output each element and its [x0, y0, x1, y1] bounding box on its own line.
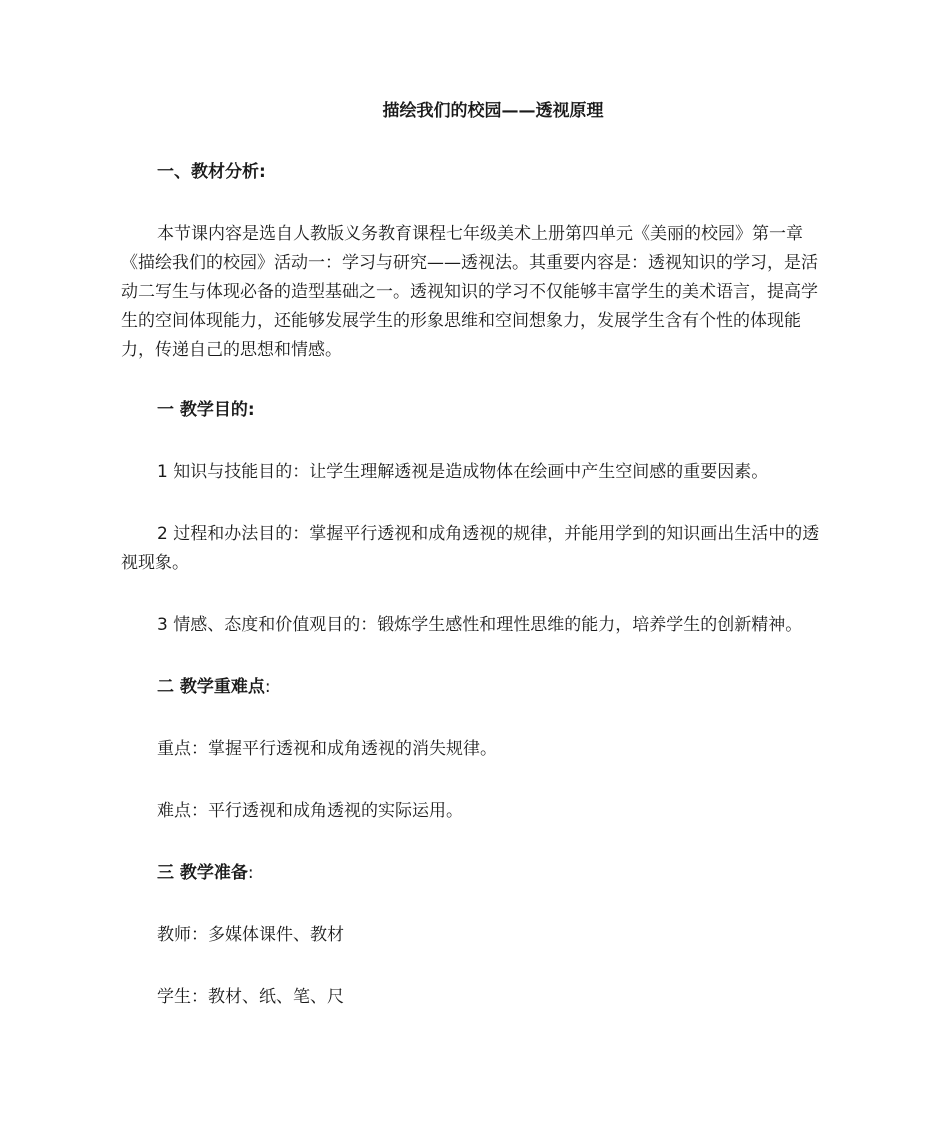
section-heading-teaching-objectives: 一 教学目的: [157, 400, 255, 420]
student-preparation: 学生：教材、纸、笔、尺 [157, 987, 344, 1007]
key-point-text: 重点：掌握平行透视和成角透视的消失规律。 [157, 739, 497, 759]
section-heading-key-difficult-points [121, 673, 833, 702]
section-heading-textbook-analysis: 一、教材分析: [157, 162, 266, 182]
objective-knowledge-skills: 1 知识与技能目的：让学生理解透视是造成物体在绘画中产生空间感的重要因素。 [157, 462, 769, 482]
objective-process-method: 2 过程和办法目的：掌握平行透视和成角透视的规律，并能用学到的知识画出生活中的透视现象。 [121, 524, 820, 573]
preparation-heading-colon: : [247, 863, 254, 883]
key-difficult-heading-colon: : [264, 677, 271, 697]
objective-emotion-attitude: 3 情感、态度和价值观目的：锻炼学生感性和理性思维的能力，培养学生的创新精神。 [157, 615, 803, 635]
key-difficult-heading-text: 二 教学重难点 [157, 677, 265, 697]
textbook-analysis-paragraph: 本节课内容是选自人教版义务教育课程七年级美术上册第四单元《美丽的校园》第一章《描绘我们的校园》活动一：学习与研究——透视法。其重要内容是：透视知识的学习，是活动二写生与体现必备的造型基础之一。透视知识的学习不仅能够丰富学生的美术语言，提高学生的空间体现能力，还能够发展学生的形象思维和空间想象力，发展学生含有个性的体现能力，传递自己的思想和情感。 [121, 224, 818, 360]
difficulty-text: 难点：平行透视和成角透视的实际运用。 [157, 801, 463, 821]
document-title: 描绘我们的校园——透视原理 [382, 101, 604, 121]
section-heading-teaching-preparation [121, 859, 833, 888]
preparation-heading-text: 三 教学准备 [157, 863, 248, 883]
teacher-preparation: 教师：多媒体课件、教材 [157, 925, 344, 945]
